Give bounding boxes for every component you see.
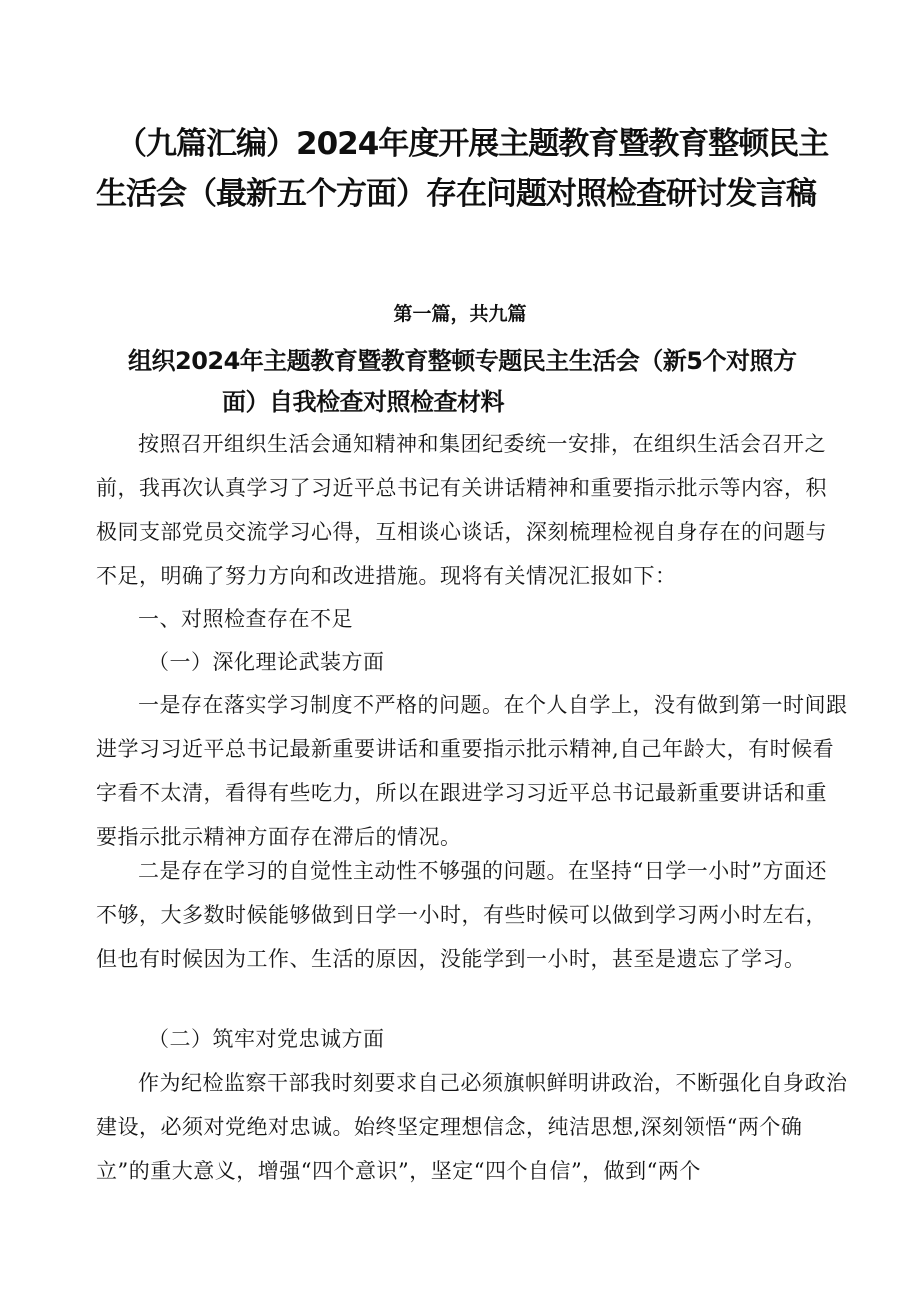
document-title-line-2: 生活会（最新五个方面）存在问题对照检查研讨发言稿 — [96, 176, 816, 212]
paragraph-point-1: 一是存在落实学习制度不严格的问题。在个人自学上，没有做到第一时间跟进学习习近平总书记最新重要讲话和重要指示批示精神,自己年龄大，有时候看字看不太清，看得有些吃力，所以在跟进学习习近平总书记最新重要讲话和重要指示批示精神方面存在滞后的情况。 — [96, 693, 848, 849]
document-title-line-1: （九篇汇编）2024年度开展主题教育暨教育整顿民主 — [116, 126, 829, 162]
part-label: 第一篇，共九篇 — [393, 303, 527, 325]
paragraph-point-2: 二是存在学习的自觉性主动性不够强的问题。在坚持“日学一小时”方面还不够，大多数时候能够做到日学一小时，有些时候可以做到学习两小时左右，但也有时候因为工作、生活的原因，没能学到一小时，甚至是遗忘了学习。 — [96, 859, 827, 971]
section-title-line-2: 面）自我检查对照检查材料 — [222, 388, 504, 416]
heading-section-1: 一、对照检查存在不足 — [138, 607, 353, 631]
section-title-line-1: 组织2024年主题教育暨教育整顿专题民主生活会（新5个对照方 — [128, 347, 797, 375]
paragraph-point-3: 作为纪检监察干部我时刻要求自己必须旗帜鲜明讲政治，不断强化自身政治建设，必须对党绝对忠诚。始终坚定理想信念，纯洁思想,深刻领悟“两个确立”的重大意义，增强“四个意识”，坚定“四个自信”，做到“两个 — [96, 1071, 848, 1183]
intro-paragraph: 按照召开组织生活会通知精神和集团纪委统一安排，在组织生活会召开之前，我再次认真学习了习近平总书记有关讲话精神和重要指示批示等内容，积极同支部党员交流学习心得，互相谈心谈话，深刻梳理检视自身存在的问题与不足，明确了努力方向和改进措施。现将有关情况汇报如下： — [96, 432, 827, 588]
heading-subsection-2: （二）筑牢对党忠诚方面 — [148, 1027, 385, 1051]
heading-subsection-1: （一）深化理论武装方面 — [148, 650, 385, 674]
